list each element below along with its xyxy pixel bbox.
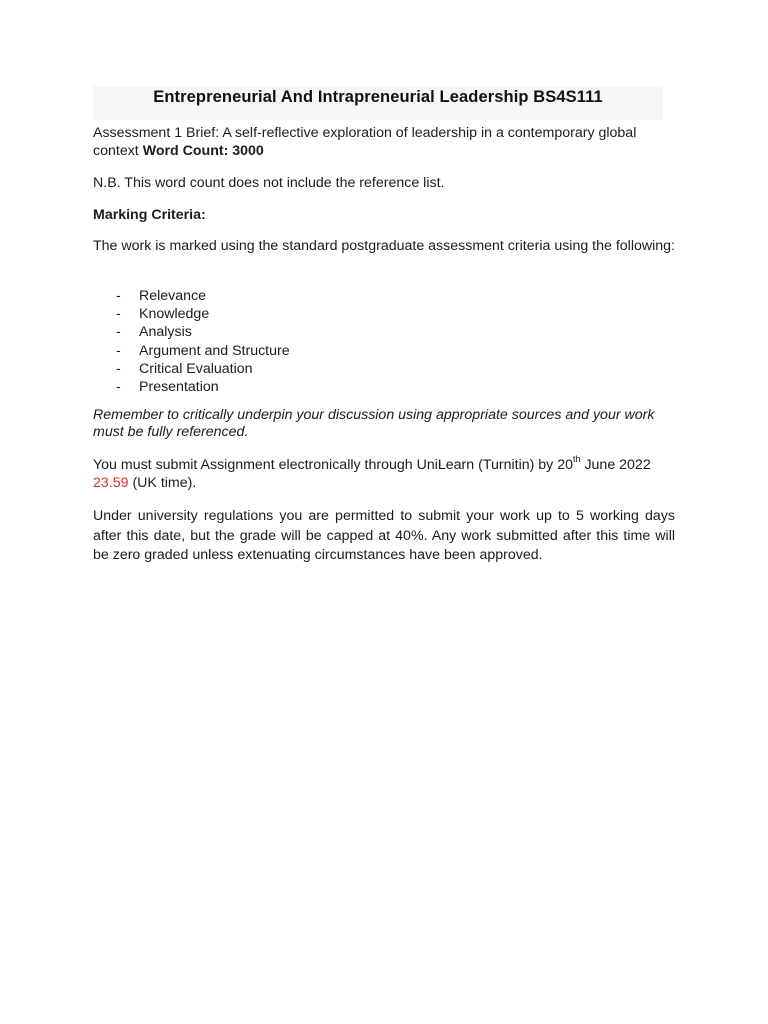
criteria-item: Presentation xyxy=(139,378,219,395)
submission-suffix: (UK time). xyxy=(128,474,197,491)
criteria-item: Analysis xyxy=(139,324,192,341)
criteria-item: Knowledge xyxy=(139,306,210,323)
submission-prefix: You must submit Assignment electronically through UniLearn (Turnitin) by 20 xyxy=(93,457,573,473)
late-submission-regulations: Under university regulations you are permitted to submit your work up to 5 working days after this date, but the grade will be capped at 40%. Any work submitted after this time will be zero graded unless extenuating circumstances have been approved. xyxy=(93,508,675,563)
marking-criteria-heading: Marking Criteria: xyxy=(93,207,206,223)
bullet-dash: - xyxy=(116,324,121,341)
deadline-time: 23.59 xyxy=(93,474,129,491)
bullet-dash: - xyxy=(116,360,121,377)
marking-intro: The work is marked using the standard postgraduate assessment criteria using the following: xyxy=(93,238,675,254)
date-ordinal-suffix: th xyxy=(572,454,581,465)
document-title: Entrepreneurial And Intrapreneurial Leadership BS4S111 xyxy=(153,88,603,106)
bullet-dash: - xyxy=(116,306,121,323)
criteria-item: Argument and Structure xyxy=(139,342,290,359)
assessment-brief xyxy=(93,124,675,160)
submission-instructions xyxy=(93,454,675,492)
criteria-item: Relevance xyxy=(139,288,207,304)
bullet-dash: - xyxy=(116,378,121,395)
nb-note: N.B. This word count does not include the reference list. xyxy=(93,175,445,191)
bullet-dash: - xyxy=(116,342,121,359)
referencing-reminder: Remember to critically underpin your discussion using appropriate sources and your work must be fully referenced. xyxy=(93,407,655,440)
word-count: Word Count: 3000 xyxy=(142,143,264,159)
brief-text: Assessment 1 Brief: A self-reflective exploration of leadership in a contemporary global context xyxy=(93,125,637,159)
submission-date: June 2022 xyxy=(580,457,651,473)
bullet-dash: - xyxy=(116,288,121,304)
criteria-item: Critical Evaluation xyxy=(139,360,253,377)
